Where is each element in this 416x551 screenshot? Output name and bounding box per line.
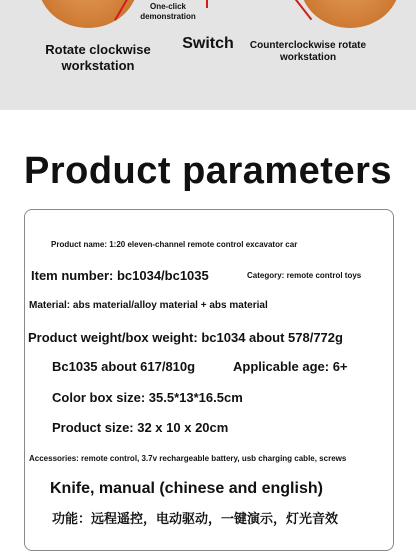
product-size: Product size: 32 x 10 x 20cm [52, 420, 229, 435]
knife-manual: Knife, manual (chinese and english) [50, 480, 323, 497]
parameters-card [24, 209, 394, 551]
category: Category: remote control toys [247, 271, 362, 280]
page-title: Product parameters [23, 150, 392, 192]
label-one-click-demo: One-click demonstration [140, 2, 196, 21]
accessories: Accessories: remote control, 3.7v rechargeable battery, usb charging cable, screws [29, 454, 347, 463]
label-switch: Switch [182, 35, 234, 52]
label-rotate-clockwise: Rotate clockwise workstation [45, 42, 151, 73]
bc1035-weight: Bc1035 about 617/810g [52, 359, 196, 374]
applicable-age: Applicable age: 6+ [233, 359, 348, 374]
color-box-size: Color box size: 35.5*13*16.5cm [52, 390, 243, 405]
weight-box-weight: Product weight/box weight: bc1034 about 578/772g [28, 330, 343, 345]
function-description: 功能：远程遥控，电动驱动，一键演示，灯光音效 [52, 511, 339, 526]
material: Material: abs material/alloy material + abs material [29, 300, 268, 311]
right-control-button [300, 0, 400, 28]
label-rotate-counterclockwise: Counterclockwise rotate workstation [249, 40, 367, 63]
item-number: Item number: bc1034/bc1035 [31, 268, 209, 283]
product-feature-band [0, 0, 416, 110]
product-name: Product name: 1:20 eleven-channel remote control excavator car [51, 240, 298, 249]
